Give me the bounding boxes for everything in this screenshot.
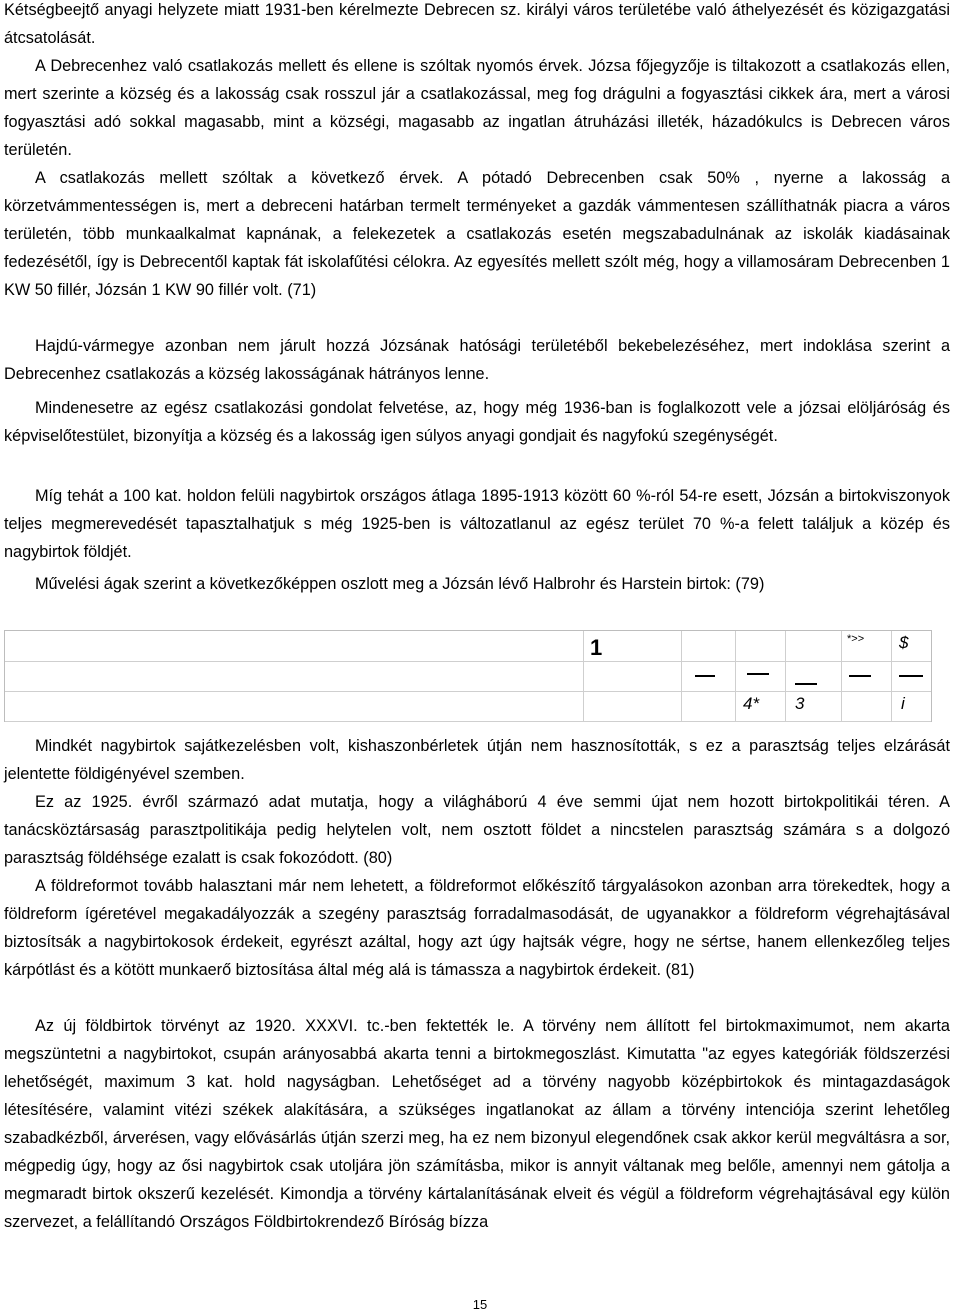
table-column-divider	[785, 631, 786, 721]
paragraph: Míg tehát a 100 kat. holdon felüli nagybirtok országos átlaga 1895-1913 között 60 %-ról 54-re esett, Józsán a birtokviszonyok teljes megmerevedését tapasztalhatjuk s még 1925-ben is változatlanul az egész terület 70 %-a felett találjuk a közép és nagybirtok földjét.	[4, 487, 950, 561]
table-cell: 4*	[743, 694, 760, 713]
table-column-divider	[841, 631, 842, 721]
paragraph: Kétségbeejtő anyagi helyzete miatt 1931-ben kérelmezte Debrecen sz. királyi város területébe való áthelyezését és közigazgatási átcsatolását.	[4, 1, 950, 47]
paragraph: Művelési ágak szerint a következőképpen oszlott meg a Józsán lévő Halbrohr és Harstein birtok: (79)	[35, 575, 765, 593]
table-cell: 3	[795, 694, 805, 713]
table-row	[5, 691, 931, 722]
table-column-divider	[681, 631, 682, 721]
table-dash	[795, 683, 817, 685]
table-cell: $	[899, 633, 909, 652]
table-dash	[849, 675, 871, 677]
table-column-divider	[891, 631, 892, 721]
table-dash	[695, 675, 715, 677]
table-dash	[899, 675, 923, 677]
paragraph: Hajdú-vármegye azonban nem járult hozzá Józsának hatósági területéből bekebelezéséhez, mert indoklása szerint a Debrecenhez csatlakozás a község lakosságának hátrányos lenne.	[4, 337, 950, 383]
paragraph: Ez az 1925. évről származó adat mutatja, hogy a világháború 4 éve semmi újat nem hozott birtokpolitikái téren. A tanácsköztársaság parasztpolitikája pedig helytelen volt, nem osztott földet a nincstelen parasztság számára s a dolgozó parasztság földéhsége ezalatt is csak fokozódott. (80)	[4, 793, 950, 867]
paragraph: A csatlakozás mellett szóltak a következő érvek. A pótadó Debrecenben csak 50% , nyerne a lakosság a körzetvámmentességen is, mert a debreceni határban termelt terményeket a gazdák vámmentesen szállíthatnák piacra a város területén, több munkaalkalmat kapnának, a felekezetek a csatlakozás esetén megszabadulnának az iskolák kiadásainak fedezésétől, így is Debrecentől kaptak fát iskolafűtési célokra. Az egyesítés mellett szólt még, hogy a villamosáram Debrecenben 1 KW 50 fillér, Józsán 1 KW 90 fillér volt. (71)	[4, 169, 950, 299]
paragraph: A földreformot tovább halasztani már nem lehetett, a földreformot előkészítő tárgyalásokon azonban arra törekedtek, hogy a földreform ígéretével megakadályozzák a szegény parasztság forradalmasodását, de ugyanakkor a földreform végrehajtásával biztosítsák a nagybirtokosok érdekeit, egyrészt azáltal, hogy azt úgy hajtsák végre, hogy ne sértse, hanem ellenkezőleg teljes kárpótlást és a kötött munkaerő biztosítása által még alá is támassza a nagybirtok érdekeit. (81)	[4, 877, 950, 979]
land-use-table	[4, 630, 932, 722]
table-column-divider	[583, 631, 584, 721]
table-row	[5, 661, 931, 692]
table-row	[5, 631, 931, 662]
table-cell: 1	[590, 635, 603, 660]
paragraph: Az új földbirtok törvényt az 1920. XXXVI. tc.-ben fektették le. A törvény nem állított fel birtokmaximumot, nem akarta megszüntetni a nagybirtokot, csupán arányosabbá akarta tenni a birtokmegoszlást. Kimutatta "az egyes kategóriák földszerzési lehetőségét, maximum 3 kat. hold nagyságban. Lehetőséget ad a törvény nagyobb középbirtokok és mintagazdaságok létesítésére, valamint vitézi székek alakítására, a szükséges ingatlanokat az állam a törvény intenciója szerint lehetőleg szabadkézből, árverésen, vagy elővásárlás útján szerzi meg, ha ez nem bizonyul elegendőnek csak akkor kerül megváltásra a sor, mégpedig úgy, hogy az ősi nagybirtok csak utoljára jön számításba, mikor is annyit váltanak meg belőle, amennyi nem gátolja a megmaradt birtok okszerű kezelését. Kimondja a törvény kártalanításának elveit és végül a földreform végrehajtásával egy külön szervezet, a felállítandó Országos Földbirtokrendező Bíróság bízza	[4, 1017, 950, 1231]
paragraph: Mindenesetre az egész csatlakozási gondolat felvetése, az, hogy még 1936-ban is foglalkozott vele a józsai elöljáróság és képviselőtestület, bizonyítja a község és a lakosság igen súlyos anyagi gondjait és nagyfokú szegénységét.	[4, 399, 950, 445]
table-cell: i	[901, 694, 905, 713]
paragraph: Mindkét nagybirtok sajátkezelésben volt, kishaszonbérletek útján nem hasznosították, s ez a parasztság teljes elzárását jelentette földigényével szemben.	[4, 737, 950, 783]
table-column-divider	[735, 631, 736, 721]
table-dash	[747, 673, 769, 675]
table-cell: *>>	[847, 633, 865, 645]
page-number: 15	[472, 1297, 488, 1312]
paragraph: A Debrecenhez való csatlakozás mellett és ellene is szóltak nyomós érvek. Józsa főjegyzője is tiltakozott a csatlakozás ellen, mert szerinte a község és a lakosság csak rosszul jár a csatlakozással, meg fog drágulni a fogyasztási cikkek ára, mert a városi fogyasztási adó sokkal magasabb, mint a községi, magasabb az ingatlan átruházási illeték, házadókulcs is Debrecen város területén.	[4, 57, 950, 159]
